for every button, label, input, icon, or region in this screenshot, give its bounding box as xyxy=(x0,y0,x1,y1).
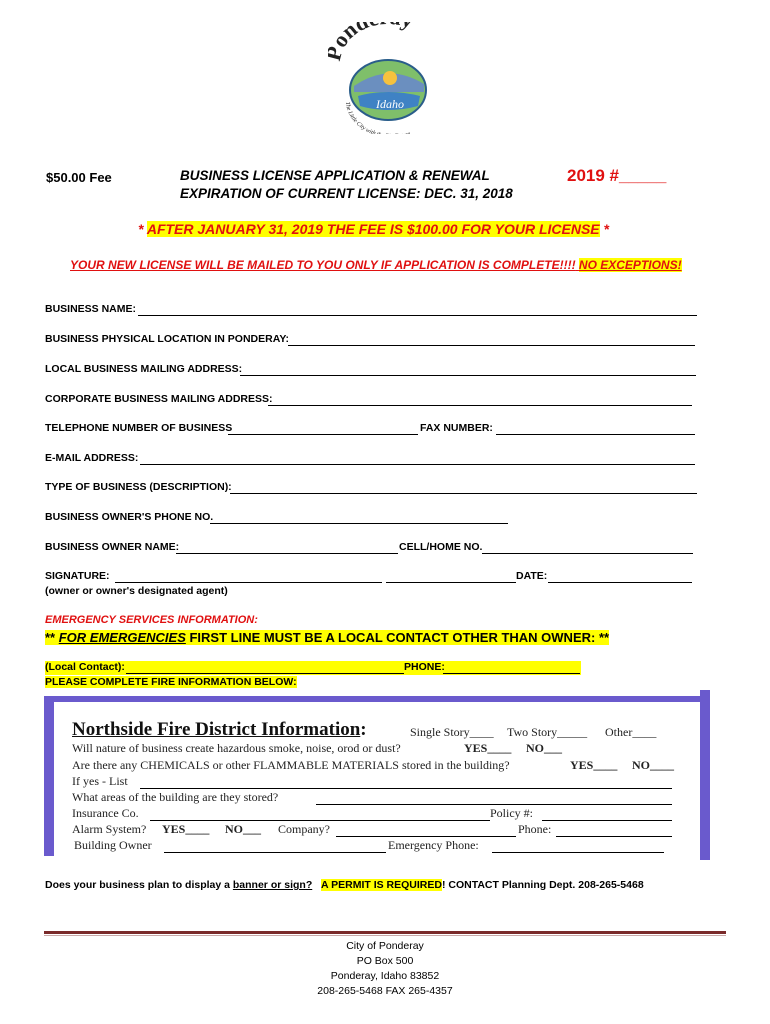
fire-box-border-top xyxy=(44,696,708,702)
footer-divider-shadow xyxy=(44,935,726,936)
footer-po-box: PO Box 500 xyxy=(356,955,414,967)
business-name-field[interactable] xyxy=(138,315,697,316)
owner-phone-field[interactable] xyxy=(210,523,508,524)
fire-title: Northside Fire District Information: xyxy=(72,719,367,740)
date-label: DATE: xyxy=(516,570,548,582)
telephone-label: TELEPHONE NUMBER OF BUSINESS xyxy=(45,422,233,434)
cell-home-label: CELL/HOME NO. xyxy=(399,541,483,553)
emergency-heading: EMERGENCY SERVICES INFORMATION: xyxy=(45,614,258,626)
physical-location-label: BUSINESS PHYSICAL LOCATION IN PONDERAY: xyxy=(45,333,290,345)
svg-text:Ponderay xyxy=(328,22,417,63)
signature-field[interactable] xyxy=(115,582,382,583)
two-story-option[interactable]: Two Story_____ xyxy=(507,725,588,739)
alarm-label: Alarm System? xyxy=(72,822,147,836)
local-contact-phone-field[interactable] xyxy=(443,673,580,674)
hazard-no[interactable]: NO___ xyxy=(526,741,562,755)
fire-box-border-left xyxy=(44,696,54,856)
fax-label: FAX NUMBER: xyxy=(420,422,493,434)
local-contact-field[interactable] xyxy=(126,673,404,674)
banner-sign-notice: Does your business plan to display a banner or sign? A PERMIT IS REQUIRED! CONTACT Planning Dept. 208-265-5468 xyxy=(45,879,644,891)
email-label: E-MAIL ADDRESS: xyxy=(45,452,139,464)
if-yes-list-label: If yes - List xyxy=(72,774,128,788)
single-story-option[interactable]: Single Story____ xyxy=(410,725,494,739)
physical-location-field[interactable] xyxy=(288,345,695,346)
corporate-mailing-field[interactable] xyxy=(268,405,692,406)
chemicals-list-field[interactable] xyxy=(140,788,672,789)
fire-district-box xyxy=(44,690,712,860)
cell-home-field[interactable] xyxy=(482,553,693,554)
date-field[interactable] xyxy=(548,582,692,583)
footer-city-state: Ponderay, Idaho 83852 xyxy=(330,970,440,982)
local-mailing-field[interactable] xyxy=(240,375,696,376)
footer-divider xyxy=(44,931,726,934)
fax-field[interactable] xyxy=(496,434,695,435)
alarm-company-label: Company? xyxy=(278,822,330,836)
email-field[interactable] xyxy=(140,464,695,465)
alarm-company-field[interactable] xyxy=(336,836,516,837)
hazard-question: Will nature of business create hazardous smoke, noise, orod or dust? xyxy=(72,741,401,755)
local-contact-label: (Local Contact): xyxy=(45,661,125,673)
signature-label: SIGNATURE: xyxy=(45,570,110,582)
fire-box-border-right xyxy=(700,690,710,860)
business-type-label: TYPE OF BUSINESS (DESCRIPTION): xyxy=(45,481,232,493)
chemicals-no[interactable]: NO____ xyxy=(632,758,674,772)
alarm-yes[interactable]: YES____ xyxy=(162,822,210,836)
owner-name-field[interactable] xyxy=(176,553,398,554)
insurance-field[interactable] xyxy=(150,820,490,821)
signature-note: (owner or owner's designated agent) xyxy=(45,585,228,597)
owner-name-label: BUSINESS OWNER NAME: xyxy=(45,541,180,553)
storage-areas-field[interactable] xyxy=(316,804,672,805)
alarm-no[interactable]: NO___ xyxy=(225,822,261,836)
chemicals-yes[interactable]: YES____ xyxy=(570,758,618,772)
building-owner-field[interactable] xyxy=(164,852,386,853)
local-contact-phone-label: PHONE: xyxy=(404,661,445,673)
form-title: BUSINESS LICENSE APPLICATION & RENEWAL xyxy=(180,168,490,183)
hazard-yes[interactable]: YES____ xyxy=(464,741,512,755)
signature-field-2[interactable] xyxy=(386,582,516,583)
year-number: 2019 #_____ xyxy=(567,166,667,185)
insurance-label: Insurance Co. xyxy=(72,806,139,820)
logo-motto: The Little City with xyxy=(343,101,377,134)
building-owner-label: Building Owner xyxy=(74,838,152,852)
logo-middle-text: Idaho xyxy=(376,97,404,111)
alarm-phone-field[interactable] xyxy=(556,836,672,837)
policy-field[interactable] xyxy=(542,820,672,821)
chemicals-question: Are there any CHEMICALS or other FLAMMABLE MATERIALS stored in the building? xyxy=(72,758,510,772)
emergency-phone-label: Emergency Phone: xyxy=(388,838,479,852)
owner-phone-label: BUSINESS OWNER'S PHONE NO. xyxy=(45,511,214,523)
emergency-phone-field[interactable] xyxy=(492,852,664,853)
corporate-mailing-label: CORPORATE BUSINESS MAILING ADDRESS: xyxy=(45,393,273,405)
business-type-field[interactable] xyxy=(230,493,697,494)
business-name-label: BUSINESS NAME: xyxy=(45,303,137,315)
emergency-instruction: ** FOR EMERGENCIES FIRST LINE MUST BE A LOCAL CONTACT OTHER THAN OWNER: ** xyxy=(45,630,610,645)
city-logo xyxy=(328,22,448,134)
late-fee-notice: * AFTER JANUARY 31, 2019 THE FEE IS $100.00 FOR YOUR LICENSE * xyxy=(138,221,609,237)
other-option[interactable]: Other____ xyxy=(605,725,657,739)
expiration-title: EXPIRATION OF CURRENT LICENSE: DEC. 31, 2018 xyxy=(180,186,513,201)
logo-top-text: ond xyxy=(328,22,373,52)
fire-info-note: PLEASE COMPLETE FIRE INFORMATION BELOW: xyxy=(45,676,297,688)
fee-label: $50.00 Fee xyxy=(46,170,112,185)
banner-sign-link[interactable]: banner or sign? xyxy=(232,879,313,891)
local-mailing-label: LOCAL BUSINESS MAILING ADDRESS: xyxy=(45,363,243,375)
footer-city: City of Ponderay xyxy=(346,940,424,952)
alarm-phone-label: Phone: xyxy=(518,822,552,836)
policy-label: Policy #: xyxy=(490,806,534,820)
mail-notice: YOUR NEW LICENSE WILL BE MAILED TO YOU ONLY IF APPLICATION IS COMPLETE!!!! NO EXCEPTIONS! xyxy=(70,258,682,272)
telephone-field[interactable] xyxy=(228,434,418,435)
footer-phone-fax: 208-265-5468 FAX 265-4357 xyxy=(317,985,453,997)
storage-areas-label: What areas of the building are they stored? xyxy=(72,790,279,804)
